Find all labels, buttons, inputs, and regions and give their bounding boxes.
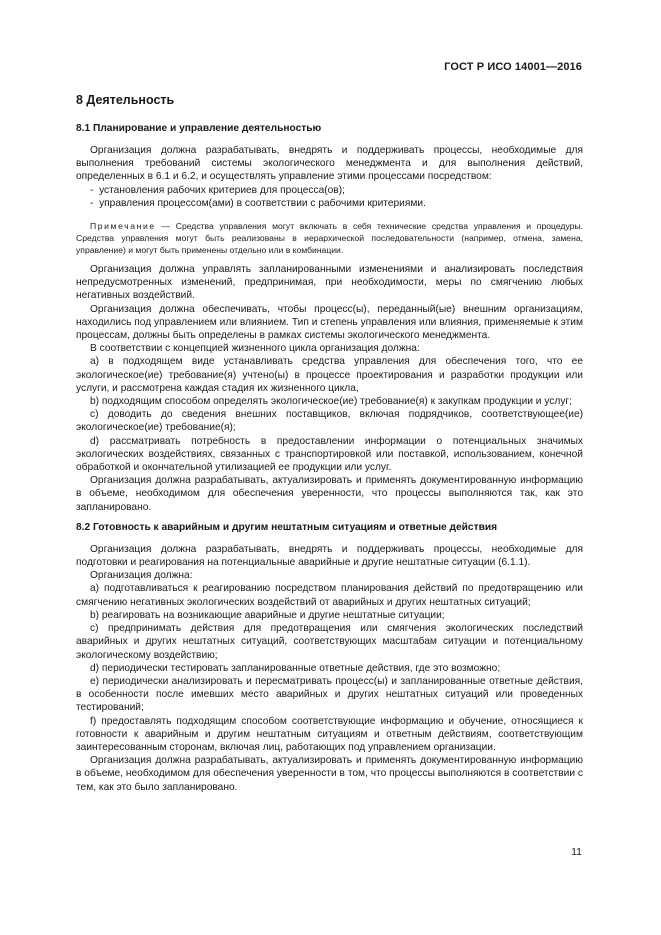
dash-item [76, 197, 583, 210]
list-item: a) подготавливаться к реагированию посредством планирования действий по предотвращению или смягчению негативных экологических воздействий от аварийных и других нештатных ситуаций; [76, 583, 583, 608]
paragraph: Организация должна управлять запланированными изменениями и анализировать последствия непредусмотренных изменений, предпринимая, при необходимости, меры по смягчению любых негативных воздействий. [76, 264, 583, 302]
list-item: b) реагировать на возникающие аварийные и другие нештатные ситуации; [90, 609, 445, 621]
list-item: f) предоставлять подходящим способом соответствующие информацию и обучение, относящиеся к готовности к аварийным и другим нештатным ситуациям и ответным действиям, соответствующим заинтересованным сторонам, включая лиц, работающих под управлением организации. [76, 715, 583, 753]
paragraph: Организация должна разрабатывать, внедрять и поддерживать процессы, необходимые для подготовки и реагирования на потенциальные аварийные и другие нештатные ситуации (6.1.1). [76, 543, 583, 569]
paragraph: Организация должна разрабатывать, актуализировать и применять документированную информацию в объеме, необходимом для обеспечения уверенности в том, что процессы выполняются в соответствии с тем, как это было запланировано. [76, 755, 583, 793]
dash-item [76, 184, 583, 197]
paragraph: Организация должна разрабатывать, актуализировать и применять документированную информацию в объеме, необходимом для обеспечения уверенности, что процессы выполняются так, как это запланировано. [76, 475, 583, 513]
list-item: b) подходящим способом определять экологическое(ие) требование(я) к закупкам продукции и услуг; [90, 396, 572, 408]
list-item: c) доводить до сведения внешних поставщиков, включая подрядчиков, соответствующее(ие) экологическое(ие) требование(я); [76, 409, 583, 434]
paragraph: Организация должна: [90, 570, 193, 582]
paragraph: В соответствии с концепцией жизненного цикла организация должна: [90, 343, 420, 355]
list-item: a) в подходящем виде устанавливать средства управления для обеспечения того, что ее экологическое(ие) требование(я) учтено(ы) в процессе проектирования и разработки продукции или услуги, и рассмотрена каждая стадия их жизненного цикла, [76, 356, 583, 394]
dash-item-text: установления рабочих критериев для процесса(ов); [99, 184, 345, 196]
dash-item-text: управления процессом(ами) в соответствии с рабочими критериями. [99, 197, 426, 209]
paragraph: Организация должна обеспечивать, чтобы процесс(ы), переданный(ые) внешним организациям, находились под управлением или влиянием. Тип и степень управления или влияния, применяемые к этим процессам, должны быть определены в рамках системы экологического менеджмента. [76, 303, 583, 342]
note-text: — Средства управления могут включать в себя технические средства управления и процедуры. Средства управления могут быть реализованы в иерархической последовательности (например, отмена, замена, управление) и могут быть применены отдельно или в комбинации. [76, 221, 583, 256]
list-item: c) предпринимать действия для предотвращения или смягчения экологических последствий аварийных и других нештатных ситуаций, соответствующих масштабам ситуации и потенциальному экологическому воздействию; [76, 623, 583, 661]
subsection-heading-8-2: 8.2 Готовность к аварийным и другим нештатным ситуациям и ответные действия [76, 521, 498, 533]
section-title: 8 Деятельность [76, 93, 175, 107]
list-item: d) рассматривать потребность в предоставлении информации о потенциальных значимых экологических воздействиях, связанных с транспортировкой или поставкой, использованием, конечной обработкой и окончательной утилизацией ее продукции или услуг. [76, 435, 583, 474]
dash-mark: - [90, 197, 100, 209]
subsection-heading-8-1: 8.1 Планирование и управление деятельностью [76, 123, 322, 134]
page-content [76, 92, 583, 794]
page-number: 11 [571, 846, 582, 858]
list-item: e) периодически анализировать и пересматривать процесс(ы) и запланированные ответные действия, в особенности после имевших место аварийных и других нештатных ситуаций или проведенных тестирований; [76, 675, 583, 714]
note-label: Примечание [90, 221, 156, 232]
list-item: d) периодически тестировать запланированные ответные действия, где это возможно; [90, 662, 501, 674]
note [76, 220, 583, 256]
dash-mark: - [90, 184, 100, 196]
standard-id: ГОСТ Р ИСО 14001—2016 [444, 61, 582, 73]
paragraph: Организация должна разрабатывать, внедрять и поддерживать процессы, необходимые для выполнения требований системы экологического менеджмента и для выполнения действий, определенных в 6.1 и 6.2, и осуществлять управление этими процессами посредством: [76, 145, 583, 183]
